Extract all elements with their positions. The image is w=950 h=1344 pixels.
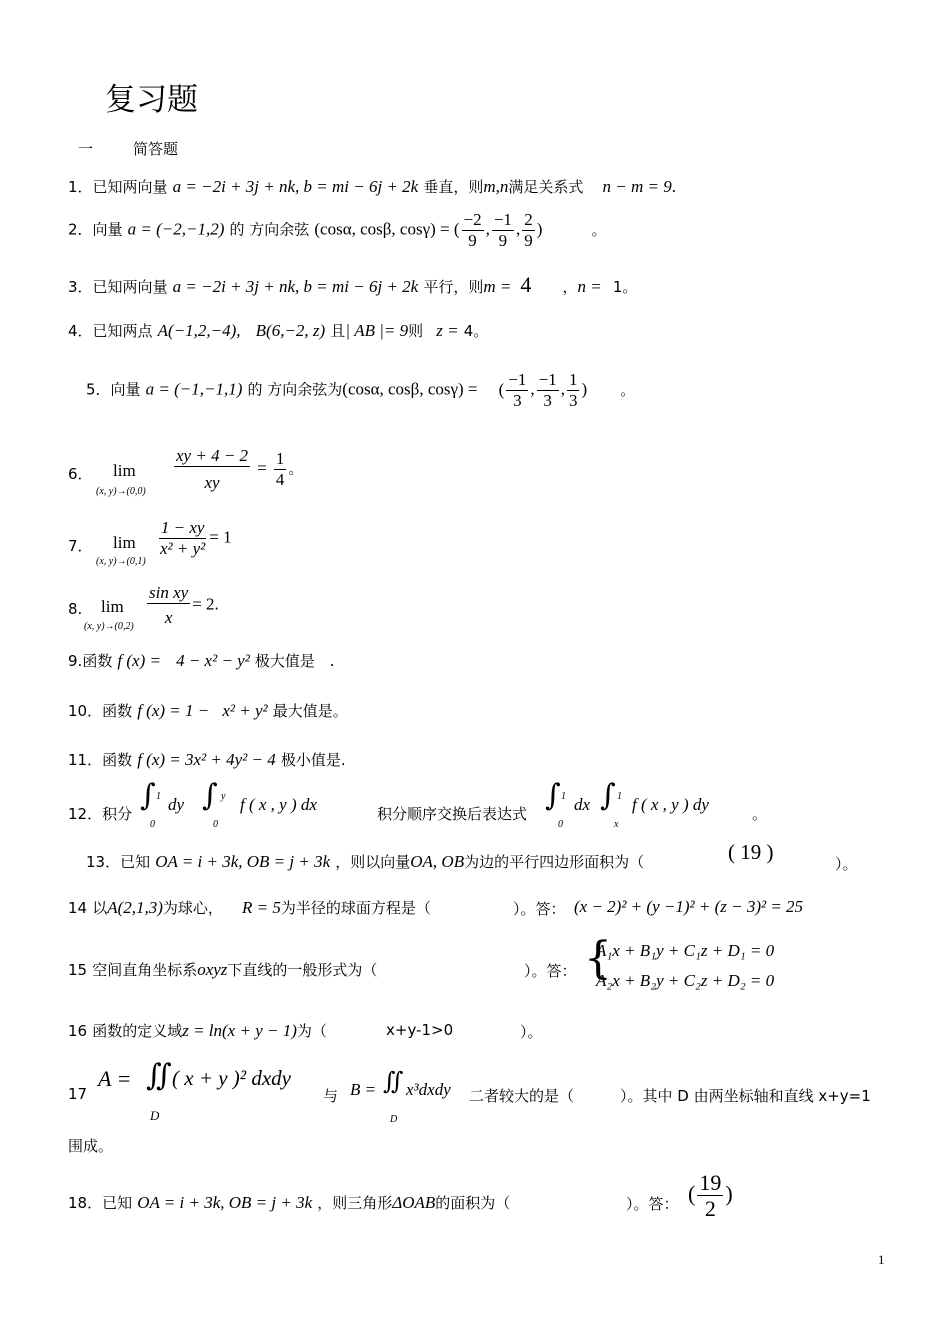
system-brace: { <box>584 933 612 984</box>
section-number: 一 <box>78 140 94 158</box>
question-12-number: 12．积分 <box>68 805 133 823</box>
page-number: 1 <box>878 1252 885 1267</box>
integral-2-upper: y <box>221 791 226 802</box>
question-17-integrand-a: ( x + y )² dxdy <box>172 1066 291 1090</box>
integral-4-integrand: f ( x , y ) dy <box>632 795 709 814</box>
double-integral-sign-1: ∬ <box>146 1058 172 1093</box>
question-8-lim: lim <box>101 597 124 616</box>
question-5: 5．向量 a = (−1,−1,1) 的 方向余弦为(cosα, cosβ, cosγ) = ( $\frac{-1}{3}$ , $\frac{-1}{3}$ , $\frac{1}{3}$ ) 。 <box>86 370 636 410</box>
question-18: 18．已知 OA = i + 3k, OB = j + 3k ，则三角形ΔOAB的面积为（ <box>68 1193 511 1212</box>
question-7-lim: lim <box>113 533 136 552</box>
integral-1-lower: 0 <box>150 819 155 830</box>
question-17-integrand-b: x³dxdy <box>406 1080 451 1099</box>
question-14-close: ）。答： <box>513 900 566 918</box>
double-integral-sign-2: ∬ <box>383 1067 404 1095</box>
question-17-with: 与 <box>323 1087 339 1105</box>
question-14-answer: (x − 2)² + (y −1)² + (z − 3)² = 25 <box>574 897 804 916</box>
question-15-close: ）。答： <box>524 962 577 980</box>
integral-4-lower: x <box>614 819 619 830</box>
integral-1-upper: 1 <box>156 791 161 802</box>
question-12-mid: 积分顺序交换后表达式 <box>377 805 528 823</box>
question-2: 2．向量 a = (−2,−1,2) 的 方向余弦 (cosα, cosβ, cosγ) = ( $\frac{-2}{9}$ , $\frac{-1}{9}$ , $\frac{2}{9}$ ) 。 <box>68 210 607 250</box>
question-17-post: 二者较大的是（ <box>469 1087 575 1105</box>
question-18-answer: ( $\frac{19}{2}$ ) <box>688 1170 733 1222</box>
question-17-number: 17 <box>68 1085 88 1103</box>
question-9: 9.函数 f (x) = 4 − x² − y² 极大值是 . <box>68 651 335 670</box>
question-16-end: ）。 <box>520 1023 543 1041</box>
question-12-end: 。 <box>752 805 768 823</box>
integral-3-lower: 0 <box>558 819 563 830</box>
question-13-end: ）。 <box>835 855 858 873</box>
integral-2-lower: 0 <box>213 819 218 830</box>
question-7-sub: (x, y)→(0,1) <box>96 556 146 567</box>
question-11: 11．函数 f (x) = 3x² + 4y² − 4 极小值是. <box>68 750 346 769</box>
question-8-sub: (x, y)→(0,2) <box>84 621 134 632</box>
question-17-a: A = <box>98 1066 132 1091</box>
question-7-number: 7． <box>68 537 93 555</box>
question-6-sub: (x, y)→(0,0) <box>96 486 146 497</box>
integral-1-dy: dy <box>168 795 185 814</box>
section-label: 简答题 <box>133 140 179 158</box>
integral-sign-3: ∫ <box>545 778 561 813</box>
question-18-close: ）。答： <box>626 1195 679 1213</box>
region-d-1: D <box>150 1108 160 1123</box>
integral-2-integrand: f ( x , y ) dx <box>240 795 317 814</box>
question-17-line2: 围成。 <box>68 1137 114 1155</box>
question-8-fraction: $\frac{\text{sin xy}}{x}$ = 2. <box>149 583 219 627</box>
region-d-2: D <box>390 1114 398 1125</box>
question-6-fraction: $\frac{xy + 4 - 2}{xy}$ = $\frac{1}{4}$ 。 <box>176 446 304 492</box>
question-16-answer: x+y-1>0 <box>386 1021 454 1039</box>
question-6-number: 6． <box>68 465 93 483</box>
integral-sign-2: ∫ <box>202 778 218 813</box>
question-15: 15 空间直角坐标系oxyz下直线的一般形式为（ <box>68 960 378 979</box>
line-equation-2: A₂x + B₂y + C₂z + D₂ = 0 <box>596 971 775 990</box>
question-16: 16 函数的定义域z = ln(x + y − 1)为（ <box>68 1021 327 1040</box>
question-1: 1．已知两向量 a = −2i + 3j + nk, b = mi − 6j + 2k 垂直，则m,n满足关系式 n − m = 9. <box>68 177 676 196</box>
question-3: 3．已知两向量 a = −2i + 3j + nk, b = mi − 6j + 2k 平行，则m = 4 ，n = 1。 <box>68 272 638 297</box>
integral-sign-1: ∫ <box>140 778 156 813</box>
question-14: 14 以A(2,1,3)为球心， R = 5为半径的球面方程是（ <box>68 898 431 917</box>
question-4: 4．已知两点 A(−1,2,−4), B(6,−2, z) 且| AB |= 9则 z = 4。 <box>68 321 489 340</box>
integral-4-upper: 1 <box>617 791 622 802</box>
integral-3-upper: 1 <box>561 791 566 802</box>
line-equation-1: A₁x + B₁y + C₁z + D₁ = 0 <box>596 941 775 960</box>
integral-sign-4: ∫ <box>600 778 616 813</box>
question-10: 10．函数 f (x) = 1 − x² + y² 最大值是。 <box>68 701 348 720</box>
question-7-fraction: $\frac{1 - xy}{\text{x² + y²}}$ = 1 <box>160 518 232 558</box>
question-13: 13．已知 OA = i + 3k, OB = j + 3k ，则以向量OA, OB为边的平行四边形面积为（ <box>86 852 645 871</box>
page-title: 复习题 <box>105 82 198 118</box>
question-17-b: B = <box>350 1080 377 1099</box>
integral-3-dx: dx <box>574 795 591 814</box>
question-6-lim: lim <box>113 461 136 480</box>
question-13-answer: ( 19 ) <box>728 840 774 864</box>
question-17-tail: ）。其中 D 由两坐标轴和直线 x+y=1 <box>620 1087 871 1105</box>
question-8-number: 8. <box>68 600 83 618</box>
